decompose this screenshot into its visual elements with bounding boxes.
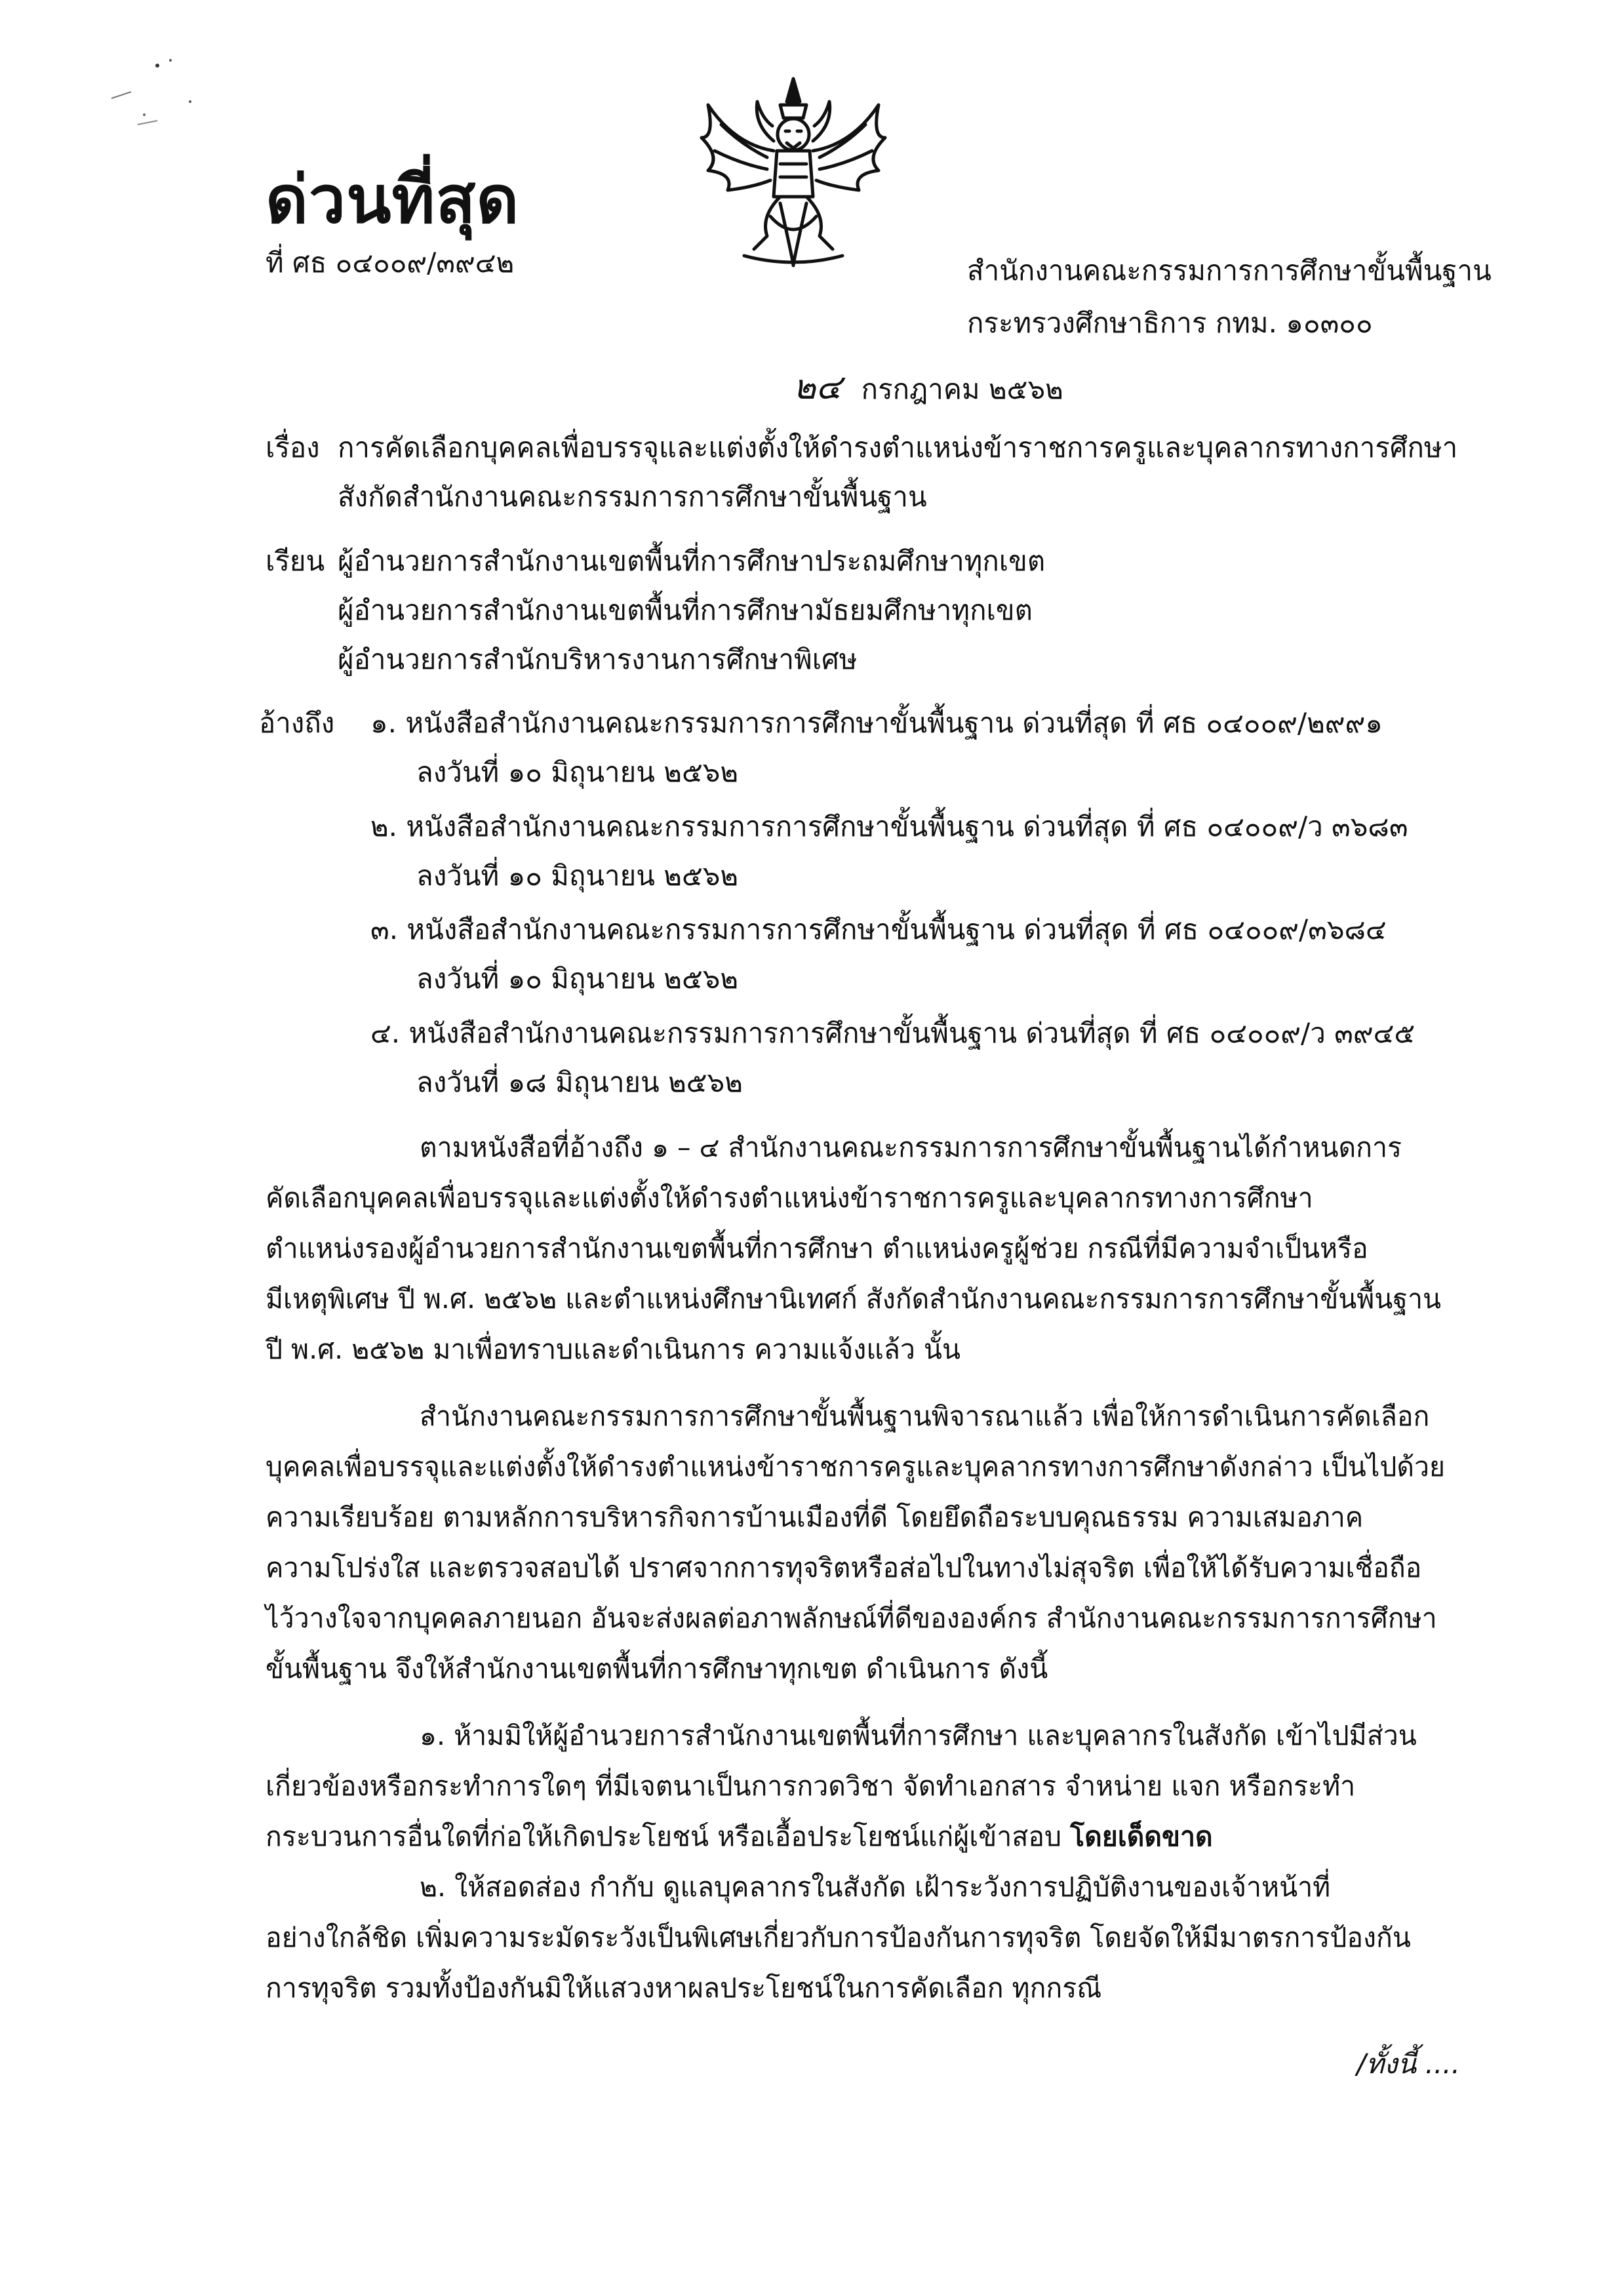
reference-item: ๔. หนังสือสำนักงานคณะกรรมการการศึกษาขั้นพื้นฐาน ด่วนที่สุด ที่ ศธ ๐๔๐๐๙/ว ๓๙๔๕ [370, 1017, 1416, 1049]
addressee-line: ผู้อำนวยการสำนักงานเขตพื้นที่การศึกษาประถมศึกษาทุกเขต [338, 545, 1046, 577]
document-date [793, 359, 1063, 414]
directive-item-1: ๑. ห้ามมิให้ผู้อำนวยการสำนักงานเขตพื้นที่การศึกษา และบุคลากรในสังกัด เข้าไปมีส่วน [420, 1720, 1417, 1751]
scan-specks [98, 52, 229, 144]
paragraph-line: มีเหตุพิเศษ ปี พ.ศ. ๒๕๖๒ และตำแหน่งศึกษานิเทศก์ สังกัดสำนักงานคณะกรรมการการศึกษาขั้นพื้นฐาน [266, 1283, 1441, 1315]
addressee-line: ผู้อำนวยการสำนักงานเขตพื้นที่การศึกษามัธยมศึกษาทุกเขต [338, 594, 1033, 626]
reference-date: ลงวันที่ ๑๐ มิถุนายน ๒๕๖๒ [416, 756, 739, 788]
subject-label: เรื่อง [266, 431, 320, 464]
paragraph-line: บุคคลเพื่อบรรจุและแต่งตั้งให้ดำรงตำแหน่งข้าราชการครูและบุคลากรทางการศึกษาดังกล่าว เป็นไปด้วย [266, 1451, 1446, 1483]
references-label: อ้างถึง [259, 707, 335, 739]
directive-item-1-line: เกี่ยวข้องหรือกระทำการใดๆ ที่มีเจตนาเป็นการกวดวิชา จัดทำเอกสาร จำหน่าย แจก หรือกระทำ [266, 1770, 1356, 1802]
paragraph-line: ความโปร่งใส และตรวจสอบได้ ปราศจากการทุจริตหรือส่อไปในทางไม่สุจริต เพื่อให้ได้รับความเชื่อถือ [266, 1552, 1422, 1583]
directive-item-1-line [266, 1816, 1213, 1858]
continuation-marker: /ทั้งนี้ .... [1357, 2048, 1460, 2080]
directive-item-1-text: กระบวนการอื่นใดที่ก่อให้เกิดประโยชน์ หรือเอื้อประโยชน์แก่ผู้เข้าสอบ [266, 1821, 1062, 1852]
paragraph-line: ขั้นพื้นฐาน จึงให้สำนักงานเขตพื้นที่การศึกษาทุกเขต ดำเนินการ ดังนี้ [266, 1653, 1048, 1684]
reference-date: ลงวันที่ ๑๐ มิถุนายน ๒๕๖๒ [416, 860, 739, 892]
agency-address: กระทรวงศึกษาธิการ กทม. ๑๐๓๐๐ [967, 307, 1373, 339]
paragraph-line: ความเรียบร้อย ตามหลักการบริหารกิจการบ้านเมืองที่ดี โดยยึดถือระบบคุณธรรม ความเสมอภาค [266, 1502, 1364, 1533]
paragraph-line: สำนักงานคณะกรรมการการศึกษาขั้นพื้นฐานพิจารณาแล้ว เพื่อให้การดำเนินการคัดเลือก [420, 1401, 1430, 1432]
reference-item: ๒. หนังสือสำนักงานคณะกรรมการการศึกษาขั้นพื้นฐาน ด่วนที่สุด ที่ ศธ ๐๔๐๐๙/ว ๓๖๘๓ [370, 810, 1408, 843]
issuing-agency: สำนักงานคณะกรรมการการศึกษาขั้นพื้นฐาน [967, 254, 1492, 287]
subject-line: การคัดเลือกบุคคลเพื่อบรรจุและแต่งตั้งให้ดำรงตำแหน่งข้าราชการครูและบุคลากรทางการศึกษา [338, 431, 1458, 464]
paragraph-line: ไว้วางใจจากบุคคลภายนอก อันจะส่งผลต่อภาพลักษณ์ที่ดีขององค์กร สำนักงานคณะกรรมการการศึกษา [266, 1602, 1437, 1634]
paragraph-line: ตามหนังสือที่อ้างถึง ๑ – ๔ สำนักงานคณะกรรมการการศึกษาขั้นพื้นฐานได้กำหนดการ [420, 1132, 1402, 1163]
directive-item-2-line: อย่างใกล้ชิด เพิ่มความระมัดระวังเป็นพิเศษเกี่ยวกับการป้องกันการทุจริต โดยจัดให้มีมาตรการป้องกัน [266, 1922, 1411, 1953]
addressee-label: เรียน [266, 545, 325, 577]
directive-item-2-line: การทุจริต รวมทั้งป้องกันมิให้แสวงหาผลประโยชน์ในการคัดเลือก ทุกกรณี [266, 1972, 1102, 2004]
urgency-heading: ด่วนที่สุด [266, 161, 520, 238]
paragraph-line: ปี พ.ศ. ๒๕๖๒ มาเพื่อทราบและดำเนินการ ความแจ้งแล้ว นั้น [266, 1334, 961, 1365]
paragraph-line: คัดเลือกบุคคลเพื่อบรรจุและแต่งตั้งให้ดำรงตำแหน่งข้าราชการครูและบุคลากรทางการศึกษา [266, 1182, 1313, 1214]
date-month-year: กรกฎาคม ๒๕๖๒ [861, 373, 1063, 405]
garuda-emblem-icon [682, 66, 905, 275]
reference-date: ลงวันที่ ๑๘ มิถุนายน ๒๕๖๒ [416, 1066, 743, 1098]
reference-item: ๓. หนังสือสำนักงานคณะกรรมการการศึกษาขั้นพื้นฐาน ด่วนที่สุด ที่ ศธ ๐๔๐๐๙/๓๖๘๔ [370, 913, 1387, 945]
reference-date: ลงวันที่ ๑๐ มิถุนายน ๒๕๖๒ [416, 963, 739, 995]
directive-item-2: ๒. ให้สอดส่อง กำกับ ดูแลบุคลากรในสังกัด เฝ้าระวังการปฏิบัติงานของเจ้าหน้าที่ [420, 1871, 1331, 1903]
subject-line: สังกัดสำนักงานคณะกรรมการการศึกษาขั้นพื้นฐาน [338, 481, 927, 513]
emphasis-text: โดยเด็ดขาด [1070, 1821, 1213, 1852]
addressee-line: ผู้อำนวยการสำนักบริหารงานการศึกษาพิเศษ [338, 643, 858, 675]
reference-number: ที่ ศธ ๐๔๐๐๙/๓๙๔๒ [266, 247, 515, 279]
date-day: ๒๔ [793, 368, 842, 407]
reference-item: ๑. หนังสือสำนักงานคณะกรรมการการศึกษาขั้นพื้นฐาน ด่วนที่สุด ที่ ศธ ๐๔๐๐๙/๒๙๙๑ [370, 707, 1383, 739]
paragraph-line: ตำแหน่งรองผู้อำนวยการสำนักงานเขตพื้นที่การศึกษา ตำแหน่งครูผู้ช่วย กรณีที่มีความจำเป็นหรือ [266, 1233, 1368, 1264]
